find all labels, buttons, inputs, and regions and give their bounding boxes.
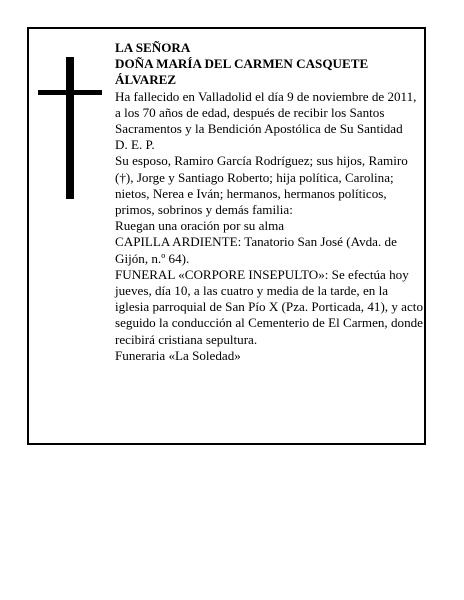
deceased-name-line-2: ÁLVAREZ bbox=[115, 72, 177, 88]
family-list: Su esposo, Ramiro García Rodríguez; sus hijos, Ramiro (†), Jorge y Santiago Roberto; hija política, Carolina; nietos, Nerea e Iván; hermanos, hermanos políticos, primos, sobrinos y demás familia: bbox=[115, 153, 408, 218]
dep-line: D. E. P. bbox=[115, 137, 155, 153]
deceased-name-line-1: DOÑA MARÍA DEL CARMEN CASQUETE bbox=[115, 56, 369, 72]
cross-vertical-bar bbox=[66, 57, 74, 199]
cross-horizontal-bar bbox=[38, 90, 102, 95]
chapel-info: CAPILLA ARDIENTE: Tanatorio San José (Avda. de Gijón, n.º 64). bbox=[115, 234, 397, 266]
prayer-request: Ruegan una oración por su alma bbox=[115, 218, 285, 234]
notice-heading: LA SEÑORA bbox=[115, 40, 191, 55]
funeral-info: FUNERAL «CORPORE INSEPULTO»: Se efectúa hoy jueves, día 10, a las cuatro y media de la tarde, en la iglesia parroquial de San Pío X (Pza. Porticada, 41), y acto seguido la conducción al Cementerio de El Carmen, donde recibirá cristiana sepultura. bbox=[115, 266, 423, 347]
obituary-text bbox=[115, 40, 423, 364]
death-announcement: Ha fallecido en Valladolid el día 9 de noviembre de 2011, a los 70 años de edad, después de recibir los Santos Sacramentos y la Bendición Apostólica de Su Santidad bbox=[115, 88, 417, 137]
funeral-home: Funeraria «La Soledad» bbox=[115, 347, 241, 363]
cross-icon bbox=[38, 57, 102, 199]
obituary-notice bbox=[27, 27, 426, 445]
